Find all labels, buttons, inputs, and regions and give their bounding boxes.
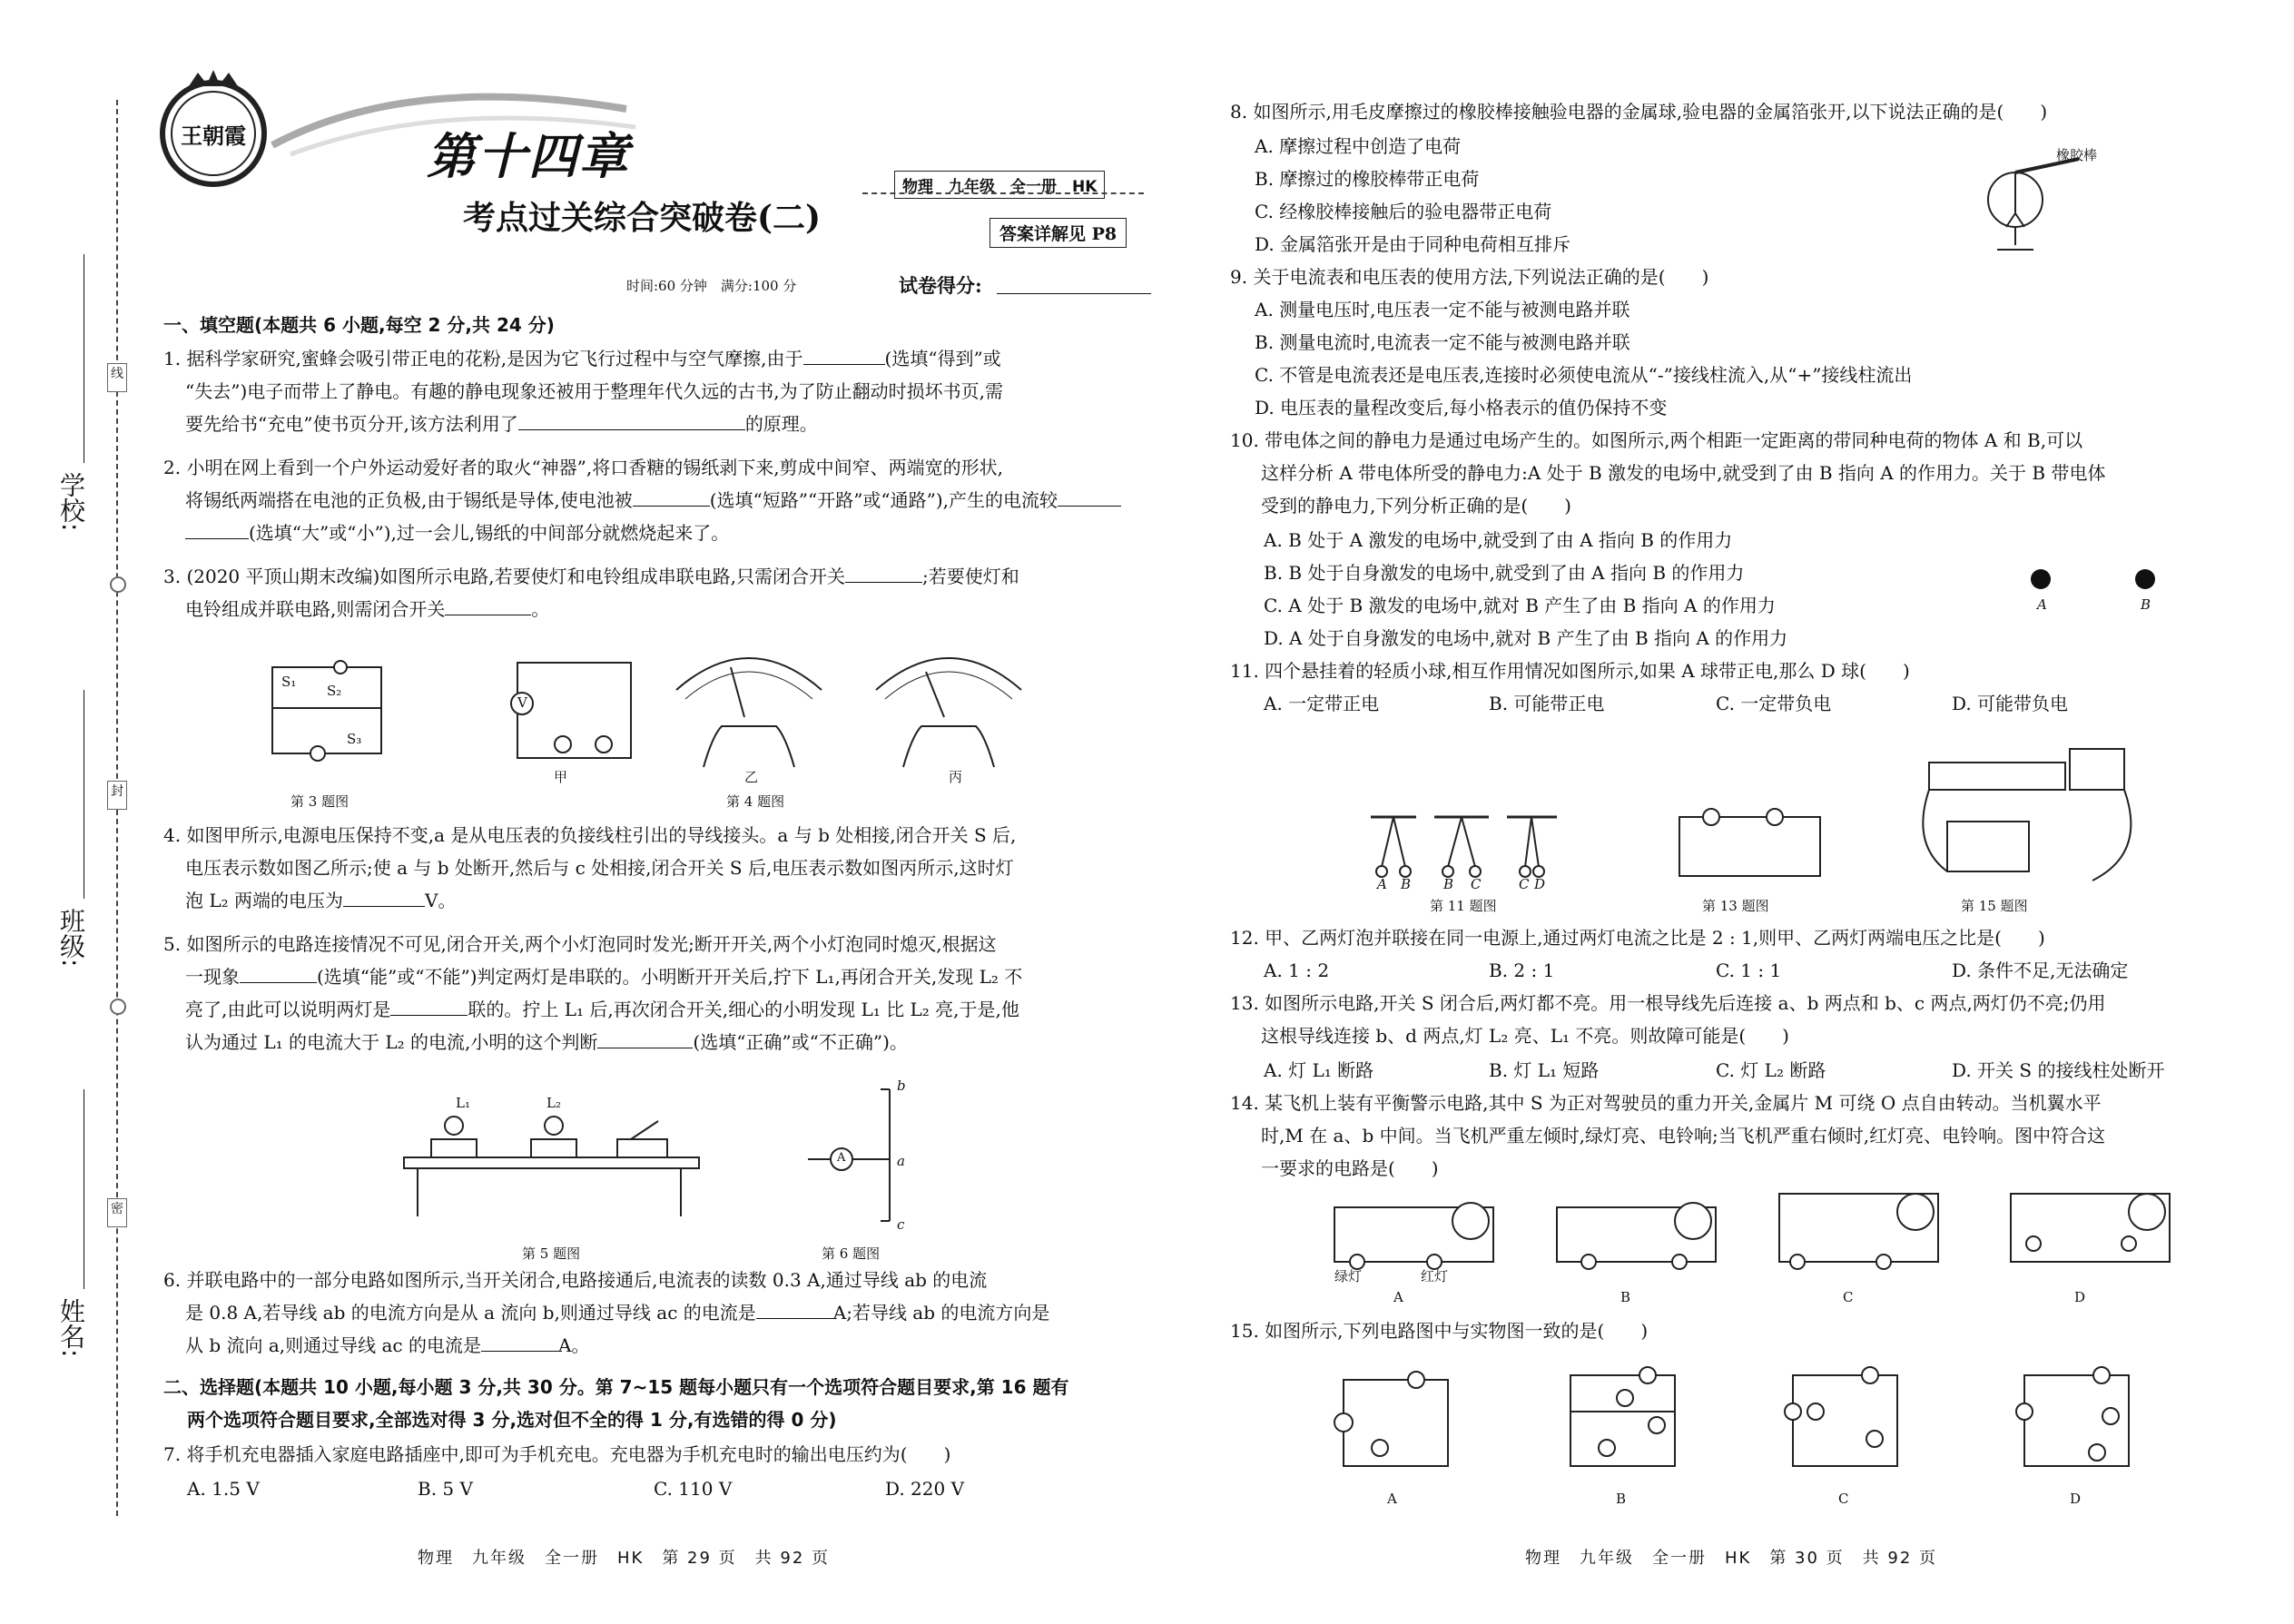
q15-fig-b xyxy=(1557,1362,1689,1480)
q3-text-1: 3. (2020 平顶山期末改编)如图所示电路,若要使灯和电铃组成串联电路,只需闭合开关 xyxy=(163,566,846,587)
q1-blank-2[interactable] xyxy=(518,409,745,430)
q8-option-d[interactable]: D. 金属箔张开是由于同种电荷相互排斥 xyxy=(1255,233,1571,255)
q4-text-3: 泡 L₂ 两端的电压为 xyxy=(185,890,344,911)
score-label: 试卷得分: xyxy=(899,274,982,297)
q11: 11. 四个悬挂着的轻质小球,相互作用情况如图所示,如果 A 球带正电,那么 D 球( ) xyxy=(1230,660,1910,682)
q1-text-1: 1. 据科学家研究,蜜蜂会吸引带正电的花粉,是因为它飞行过程中与空气摩擦,由于 xyxy=(163,348,803,369)
fig11-label-1: A xyxy=(1377,876,1387,892)
q7-option-a[interactable]: A. 1.5 V xyxy=(187,1478,260,1500)
q10-line-2: 这样分析 A 带电体所受的静电力:A 处于 B 激发的电场中,就受到了由 B 指向 A 的作用力。关于 B 带电体 xyxy=(1261,462,2106,484)
fig3-s3: S₃ xyxy=(347,731,362,747)
fig4-yi xyxy=(667,635,831,767)
fig11-label-2: B xyxy=(1401,876,1412,892)
q10-option-c[interactable]: C. A 处于 B 激发的电场中,就对 B 产生了由 B 指向 A 的作用力 xyxy=(1264,595,1776,616)
fig6-a-meter: A xyxy=(837,1151,846,1165)
q1-blank-1[interactable] xyxy=(803,344,885,365)
q1 xyxy=(163,342,1144,440)
fig6-a: a xyxy=(897,1153,905,1169)
fig4-bing xyxy=(867,635,1030,767)
q14-line-2: 时,M 在 a、b 中间。当飞机严重左倾时,绿灯亮、电铃响;当飞机严重右倾时,红灯亮、电铃响。图中符合这 xyxy=(1261,1125,2106,1147)
q9-option-b[interactable]: B. 测量电流时,电流表一定不能与被测电路并联 xyxy=(1255,331,1630,353)
q14-fig-d xyxy=(2002,1176,2183,1275)
q3-text-3: 电铃组成并联电路,则需闭合开关 xyxy=(185,598,446,620)
q15-fig-c xyxy=(1779,1362,1911,1480)
logo-text: 王朝霞 xyxy=(181,123,246,149)
fig5-l1: L₁ xyxy=(456,1095,470,1111)
time-score: 时间:60 分钟 满分:100 分 xyxy=(626,278,797,294)
fig13-circuit xyxy=(1670,790,1829,881)
fig11-label-4: C xyxy=(1471,876,1482,892)
q1-text-5: 的原理。 xyxy=(744,413,818,435)
fig13-caption: 第 13 题图 xyxy=(1702,898,1769,914)
binding-margin xyxy=(0,0,136,1624)
q4 xyxy=(163,819,1144,917)
q11-option-d[interactable]: D. 可能带负电 xyxy=(1952,693,2069,714)
fig6-b: b xyxy=(897,1078,906,1094)
school-label: 学校: xyxy=(56,472,86,532)
q14-line-1: 14. 某飞机上装有平衡警示电路,其中 S 为正对驾驶员的重力开关,金属片 M 可绕 O 点自由转动。当机翼水平 xyxy=(1230,1092,2102,1114)
q8-option-b[interactable]: B. 摩擦过的橡胶棒带正电荷 xyxy=(1255,168,1480,190)
fig3-s2: S₂ xyxy=(327,683,342,699)
q15-label-c: C xyxy=(1838,1491,1849,1507)
fig6-c: c xyxy=(897,1216,905,1233)
q8-electroscope xyxy=(1979,154,2088,254)
q15-label-a: A xyxy=(1387,1491,1397,1507)
seal-mark-1: 线 xyxy=(107,363,127,392)
fig5-caption: 第 5 题图 xyxy=(522,1245,581,1262)
fig4-jia xyxy=(490,649,645,767)
dot-circle-2 xyxy=(110,999,126,1015)
q1-text-4: 要先给书“充电”使书页分开,该方法利用了 xyxy=(185,413,518,435)
section2-title-2: 两个选项符合题目要求,全部选对得 3 分,选对但不全的得 1 分,有选错的得 0 分) xyxy=(187,1409,837,1431)
q10-ball-b xyxy=(2135,569,2155,589)
fig6-caption: 第 6 题图 xyxy=(822,1245,881,1262)
q2-text-3: (选填“短路”“开路”或“通路”),产生的电流较 xyxy=(709,489,1058,511)
q5-text-3: (选填“能”或“不能”)判定两灯是串联的。小明断开开关后,拧下 L₁,再闭合开关,发现 L₂ 不 xyxy=(317,966,1023,988)
q5-blank-1[interactable] xyxy=(240,962,317,983)
q6-text-3: A;若导线 ab 的电流方向是 xyxy=(832,1302,1050,1324)
section1-title: 一、填空题(本题共 6 小题,每空 2 分,共 24 分) xyxy=(163,314,555,336)
footer-right: 物理 九年级 全一册 HK 第 30 页 共 92 页 xyxy=(1525,1549,1938,1568)
q2-blank-1[interactable] xyxy=(633,486,710,507)
q12-option-d[interactable]: D. 条件不足,无法确定 xyxy=(1952,960,2129,981)
q3 xyxy=(163,560,1144,625)
q5-text-2: 一现象 xyxy=(185,966,240,988)
fig3-s1: S₁ xyxy=(281,674,297,690)
q10 xyxy=(1230,424,2229,522)
q14-label-b: B xyxy=(1620,1289,1631,1305)
q15-label-b: B xyxy=(1616,1491,1627,1507)
q8-option-c[interactable]: C. 经橡胶棒接触后的验电器带正电荷 xyxy=(1255,201,1552,222)
q9: 9. 关于电流表和电压表的使用方法,下列说法正确的是( ) xyxy=(1230,266,1709,288)
q9-option-a[interactable]: A. 测量电压时,电压表一定不能与被测电路并联 xyxy=(1255,299,1630,320)
q12: 12. 甲、乙两灯泡并联接在同一电源上,通过两灯电流之比是 2 : 1,则甲、乙两灯两端电压之比是( ) xyxy=(1230,927,2045,949)
q6 xyxy=(163,1264,1144,1362)
info-strip: 物理 九年级 全一册 HK xyxy=(894,171,1105,199)
q5-text-7: (选填“正确”或“不正确”)。 xyxy=(693,1031,908,1053)
q4-blank[interactable] xyxy=(343,886,425,907)
q5-text-1: 5. 如图所示的电路连接情况不可见,闭合开关,两个小灯泡同时发光;断开开关,两个小灯泡同时熄灭,根据这 xyxy=(163,933,997,955)
fig15-caption: 第 15 题图 xyxy=(1961,898,2028,914)
fig4-jia-v: V xyxy=(517,694,527,711)
q5-text-5: 联的。拧上 L₁ 后,再次闭合开关,细心的小明发现 L₁ 比 L₂ 亮,于是,他 xyxy=(468,999,1019,1020)
q13-option-c[interactable]: C. 灯 L₂ 断路 xyxy=(1716,1059,1826,1081)
q3-blank-1[interactable] xyxy=(845,562,922,583)
q8-fig-label: 橡胶棒 xyxy=(2056,147,2098,163)
q5-blank-2[interactable] xyxy=(390,995,468,1016)
q3-text-4: 。 xyxy=(531,598,550,620)
q5-text-6: 认为通过 L₁ 的电流大于 L₂ 的电流,小明的这个判断 xyxy=(185,1031,598,1053)
q2-text-2: 将锡纸两端搭在电池的正负极,由于锡纸是导体,使电池被 xyxy=(185,489,633,511)
q14-label-c: C xyxy=(1843,1289,1854,1305)
fig5-l2: L₂ xyxy=(546,1095,561,1111)
q3-blank-2[interactable] xyxy=(445,595,531,615)
chapter-title: 第十四章 xyxy=(427,128,630,185)
fig11-balls xyxy=(1362,812,1561,890)
q11-option-c[interactable]: C. 一定带负电 xyxy=(1716,693,1832,714)
fig6-circuit xyxy=(799,1078,926,1233)
header-dashed xyxy=(862,192,1144,194)
q1-text-2: (选填“得到”或 xyxy=(884,348,1001,369)
q4-text-4: V。 xyxy=(425,890,457,911)
q4-text-2: 电压表示数如图乙所示;使 a 与 b 处断开,然后与 c 处相接,闭合开关 S 后,电压表示数如图丙所示,这时灯 xyxy=(185,857,1014,879)
q12-option-a[interactable]: A. 1 : 2 xyxy=(1264,960,1330,981)
q2-blank-2b[interactable] xyxy=(185,518,249,539)
q10-ball-a xyxy=(2031,569,2051,589)
q7: 7. 将手机充电器插入家庭电路插座中,即可为手机充电。充电器为手机充电时的输出电压约为( ) xyxy=(163,1443,951,1465)
seal-mark-2: 封 xyxy=(107,781,127,810)
q8: 8. 如图所示,用毛皮摩擦过的橡胶棒接触验电器的金属球,验电器的金属箔张开,以下说法正确的是( ) xyxy=(1230,101,2048,123)
answer-ref: 答案详解见 P8 xyxy=(989,218,1127,248)
logo xyxy=(154,68,272,186)
q13-line-2: 这根导线连接 b、d 两点,灯 L₂ 亮、L₁ 不亮。则故障可能是( ) xyxy=(1261,1025,1789,1047)
section2-title-1: 二、选择题(本题共 10 小题,每小题 3 分,共 30 分。第 7~15 题每小题只有一个选项符合题目要求,第 16 题有 xyxy=(163,1376,1069,1398)
q10-line-1: 10. 带电体之间的静电力是通过电场产生的。如图所示,两个相距一定距离的带同种电荷的物体 A 和 B,可以 xyxy=(1230,429,2083,451)
q7-option-d[interactable]: D. 220 V xyxy=(885,1478,965,1500)
q10-option-a[interactable]: A. B 处于 A 激发的电场中,就受到了由 A 指向 B 的作用力 xyxy=(1264,529,1733,551)
fig4-label-bing: 丙 xyxy=(949,769,963,785)
q15-label-d: D xyxy=(2070,1491,2082,1507)
q6-blank-2[interactable] xyxy=(481,1331,558,1352)
class-label: 班级: xyxy=(56,908,86,968)
q7-option-c[interactable]: C. 110 V xyxy=(654,1478,733,1500)
q6-text-1: 6. 并联电路中的一部分电路如图所示,当开关闭合,电路接通后,电流表的读数 0.3 A,通过导线 ab 的电流 xyxy=(163,1269,988,1291)
q15: 15. 如图所示,下列电路图中与实物图一致的是( ) xyxy=(1230,1320,1649,1342)
fig3-caption: 第 3 题图 xyxy=(290,793,350,810)
q9-option-d[interactable]: D. 电压表的量程改变后,每小格表示的值仍保持不变 xyxy=(1255,397,1668,418)
q2-text-4: (选填“大”或“小”),过一会儿,锡纸的中间部分就燃烧起来了。 xyxy=(249,522,730,544)
fig4-label-jia: 甲 xyxy=(554,769,568,785)
exam-title: 考点过关综合突破卷(二) xyxy=(463,199,822,237)
q4-text-1: 4. 如图甲所示,电源电压保持不变,a 是从电压表的负接线柱引出的导线接头。a 与 b 处相接,闭合开关 S 后, xyxy=(163,824,1017,846)
q6-blank-1[interactable] xyxy=(756,1298,833,1319)
q8-option-a[interactable]: A. 摩擦过程中创造了电荷 xyxy=(1255,135,1462,157)
fig11-caption: 第 11 题图 xyxy=(1430,898,1497,914)
q5-text-4: 亮了,由此可以说明两灯是 xyxy=(185,999,391,1020)
q6-text-5: A。 xyxy=(558,1334,590,1356)
q15-fig-d xyxy=(2011,1362,2142,1480)
q7-option-b[interactable]: B. 5 V xyxy=(418,1478,473,1500)
fig5-table xyxy=(399,1095,708,1216)
q6-text-4: 从 b 流向 a,则通过导线 ac 的电流是 xyxy=(185,1334,481,1356)
q5-blank-3[interactable] xyxy=(597,1028,693,1048)
q2-text-1: 2. 小明在网上看到一个户外运动爱好者的取火“神器”,将口香糖的锡纸剥下来,剪成中间窄、两端宽的形状, xyxy=(163,457,1003,478)
q11-option-a[interactable]: A. 一定带正电 xyxy=(1264,693,1380,714)
footer-left: 物理 九年级 全一册 HK 第 29 页 共 92 页 xyxy=(418,1549,831,1568)
q14-label-a: A xyxy=(1393,1289,1403,1305)
q14-fig-a xyxy=(1325,1185,1507,1275)
q12-option-b[interactable]: B. 2 : 1 xyxy=(1489,960,1555,981)
q13-option-b[interactable]: B. 灯 L₁ 短路 xyxy=(1489,1059,1600,1081)
q13-option-d[interactable]: D. 开关 S 的接线柱处断开 xyxy=(1952,1059,2165,1081)
q14-fig-c xyxy=(1770,1176,1952,1275)
seal-mark-3: 密 xyxy=(107,1198,127,1227)
q14-label-d: D xyxy=(2074,1289,2086,1305)
q2 xyxy=(163,451,1144,549)
q2-blank-2[interactable] xyxy=(1058,486,1121,507)
q10-label-b: B xyxy=(2141,596,2151,613)
q15-fig-a xyxy=(1330,1362,1462,1480)
fig11-label-3: B xyxy=(1443,876,1454,892)
dot-circle-1 xyxy=(110,576,126,593)
fig11-label-5: C xyxy=(1519,876,1530,892)
q14-a-red: 红灯 xyxy=(1421,1268,1449,1284)
q12-option-c[interactable]: C. 1 : 1 xyxy=(1716,960,1782,981)
q11-option-b[interactable]: B. 可能带正电 xyxy=(1489,693,1605,714)
q10-option-b[interactable]: B. B 处于自身激发的电场中,就受到了由 A 指向 B 的作用力 xyxy=(1264,562,1745,584)
fig4-label-yi: 乙 xyxy=(744,769,759,785)
q14-fig-b xyxy=(1548,1185,1729,1275)
q3-text-2: ;若要使灯和 xyxy=(922,566,1019,587)
q13 xyxy=(1230,987,2229,1052)
fig3-circuit xyxy=(263,654,399,763)
q9-option-c[interactable]: C. 不管是电流表还是电压表,连接时必须使电流从“-”接线柱流入,从“+”接线柱流出 xyxy=(1255,364,1913,386)
q13-option-a[interactable]: A. 灯 L₁ 断路 xyxy=(1264,1059,1374,1081)
q14-a-green: 绿灯 xyxy=(1334,1268,1363,1284)
q10-option-d[interactable]: D. A 处于自身激发的电场中,就对 B 产生了由 B 指向 A 的作用力 xyxy=(1264,627,1788,649)
q13-line-1: 13. 如图所示电路,开关 S 闭合后,两灯都不亮。用一根导线先后连接 a、b 两点和 b、c 两点,两灯仍不亮;仍用 xyxy=(1230,992,2106,1014)
score-blank[interactable] xyxy=(997,293,1151,294)
q14-line-3: 一要求的电路是( ) xyxy=(1261,1157,1439,1179)
name-label: 姓名: xyxy=(56,1298,86,1358)
q1-text-3: “失去”)电子而带上了静电。有趣的静电现象还被用于整理年代久远的古书,为了防止翻动时损坏书页,需 xyxy=(185,380,1003,402)
fig4-caption: 第 4 题图 xyxy=(726,793,785,810)
fig11-label-6: D xyxy=(1534,876,1546,892)
q5 xyxy=(163,928,1144,1058)
q10-label-a: A xyxy=(2037,596,2047,613)
q10-line-3: 受到的静电力,下列分析正确的是( ) xyxy=(1261,495,1571,517)
fig15-photo xyxy=(1911,735,2147,890)
q14 xyxy=(1230,1087,2229,1185)
q6-text-2: 是 0.8 A,若导线 ab 的电流方向是从 a 流向 b,则通过导线 ac 的电流是 xyxy=(185,1302,756,1324)
